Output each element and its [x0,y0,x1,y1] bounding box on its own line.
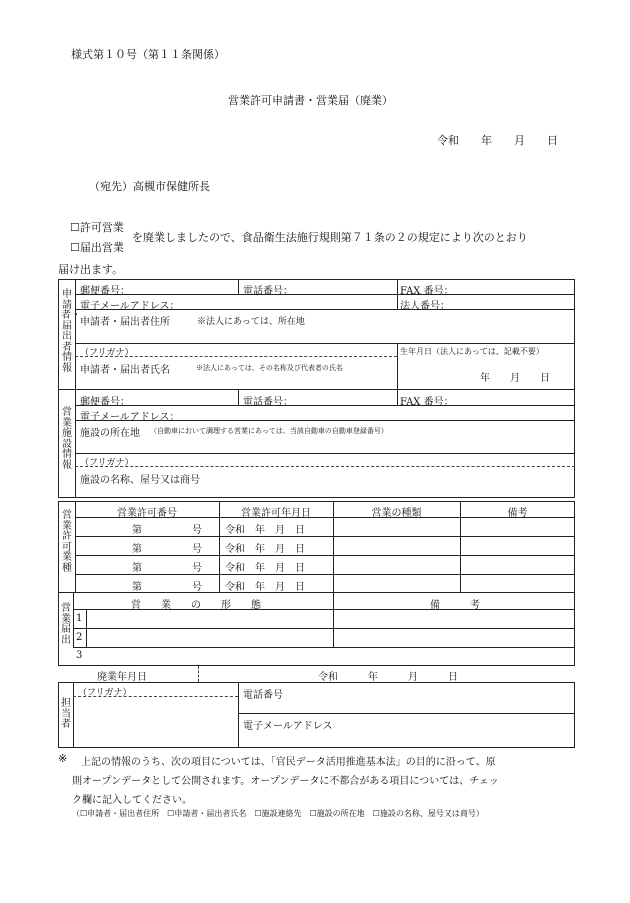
facility-location-label: 施設の所在地 [80,428,140,439]
facility-name-label: 施設の名称、屋号又は商号 [80,475,200,486]
contact-section [58,682,575,748]
notice-row-3-number: 3 [76,650,83,661]
addressee: （宛先）高槻市保健所長 [89,180,210,193]
applicant-postal-field[interactable]: 郵便番号： [80,286,130,297]
closure-label: 廃業年月日 [97,672,147,683]
date-field[interactable]: 令和 年 月 日 [437,134,558,147]
permit-row-4-number[interactable]: 第 号 [132,582,202,593]
permit-row-3-number[interactable]: 第 号 [132,563,202,574]
permit-row-2-date[interactable]: 令和 年 月 日 [225,544,305,555]
notice-row-2-number: 2 [76,632,83,643]
applicant-address-label: 申請者・届出者住所 [80,317,170,328]
permit-header-remarks: 備考 [507,508,528,519]
permit-row-2-number[interactable]: 第 号 [132,544,202,555]
notice-header-remarks: 備 考 [430,600,480,611]
page-title: 営業許可申請書・営業届（廃業） [228,94,393,107]
contact-furigana-label: （フリガナ） [78,688,132,698]
footer-line-1: 上記の情報のうち、次の項目については、「官民データ活用推進基本法」の目的に沿って、原 [81,757,496,768]
applicant-phone-field[interactable]: 電話番号： [243,286,293,297]
applicant-name-note: ※法人にあっては、その名称及び代表者の氏名 [196,364,343,372]
permit-row-3-date[interactable]: 令和 年 月 日 [225,563,305,574]
contact-email-field[interactable]: 電子メールアドレス [243,721,333,732]
intro-text-2: 届け出ます。 [58,263,124,276]
applicant-section-label: 申請者・届出者情報 [61,289,81,374]
facility-section-label: 営業施設情報 [62,407,72,471]
permit-row-1-number[interactable]: 第 号 [132,525,202,536]
contact-section-label: 担当者 [61,698,71,730]
notice-section-label: 営業届出 [61,603,71,646]
footer-line-2: 則オープンデータとして公開されます。オープンデータに不都合がある項目については、チェッ [72,776,499,787]
footer-mark: ※ [58,752,68,765]
checkbox-kyoka[interactable]: ☐許可営業 [70,221,124,234]
facility-furigana-label: （フリガナ） [80,458,134,468]
facility-fax-field[interactable]: FAX 番号： [400,397,454,408]
form-number: 様式第１０号（第１１条関係） [71,48,225,61]
permit-row-4-date[interactable]: 令和 年 月 日 [225,582,305,593]
notice-header-form: 営 業 の 形 態 [131,600,261,611]
applicant-corp-no-field[interactable]: 法人番号： [400,301,450,312]
facility-postal-field[interactable]: 郵便番号： [80,397,130,408]
notice-row-1-number: 1 [76,613,83,624]
applicant-name-label: 申請者・届出者氏名 [80,365,170,376]
permit-header-number: 営業許可番号 [117,508,177,519]
facility-location-note: （自動車において調理する営業にあっては、当該自動車の自動車登録番号） [150,427,388,435]
applicant-email-field[interactable]: 電子メールアドレス： [80,301,180,312]
facility-phone-field[interactable]: 電話番号： [243,397,293,408]
applicant-birth-label: 生年月日（法人にあっては、記載不要） [400,347,544,356]
permit-section-label: 営業許可業種 [62,510,72,574]
permit-header-type: 営業の種類 [371,508,422,519]
permit-header-date: 営業許可年月日 [241,508,311,519]
permit-row-1-date[interactable]: 令和 年 月 日 [225,525,305,536]
footer-line-3: ク欄に記入してください。 [72,795,192,806]
applicant-fax-field[interactable]: FAX 番号： [400,286,454,297]
applicant-address-note: ※法人にあっては、所在地 [197,317,305,327]
footer-open-data-checks[interactable]: （☐申請者・届出者住所 ☐申請者・届出者氏名 ☐施設連絡先 ☐施設の所在地 ☐施設の名称、屋号又は商号） [72,809,484,818]
contact-phone-field[interactable]: 電話番号 [243,690,283,701]
closure-date-field[interactable]: 令和 年 月 日 [318,672,458,683]
applicant-furigana-label: （フリガナ） [80,348,134,358]
applicant-birth-date-field[interactable]: 年 月 日 [480,373,550,384]
intro-text: を廃業しましたので、食品衛生法施行規則第７１条の２の規定により次のとおり [132,231,528,244]
checkbox-todoke[interactable]: ☐届出営業 [70,241,124,254]
facility-email-field[interactable]: 電子メールアドレス： [80,412,180,423]
